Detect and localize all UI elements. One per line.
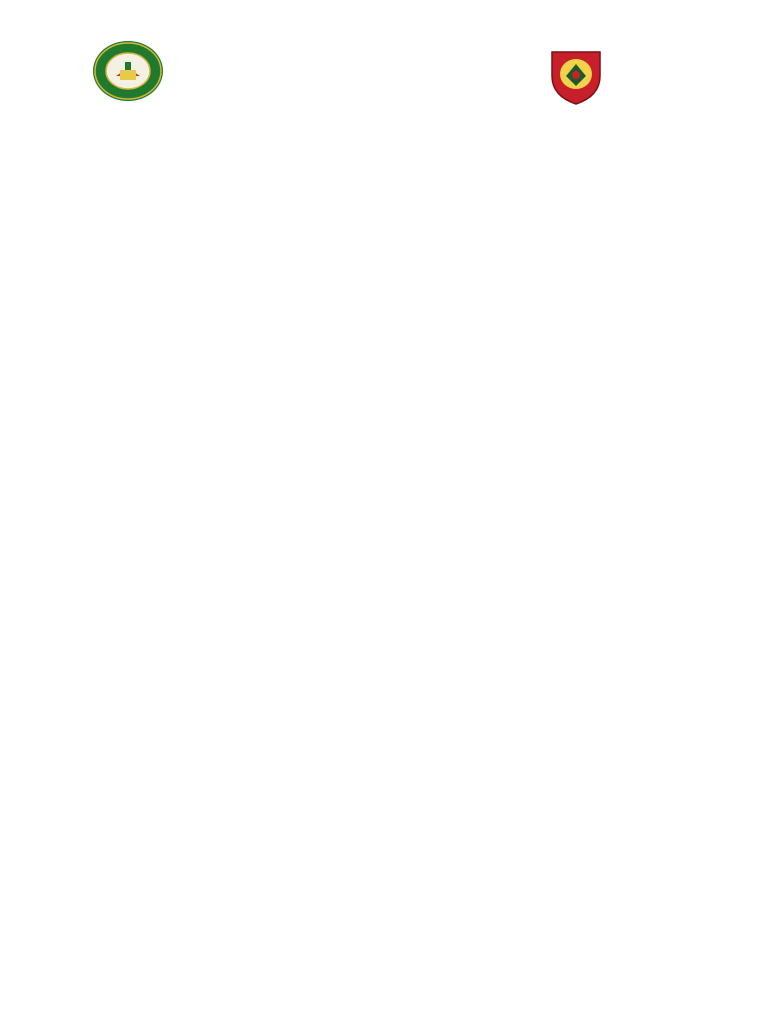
option-a[interactable] — [90, 847, 728, 860]
option-a[interactable] — [90, 926, 728, 939]
option-c[interactable] — [90, 795, 728, 808]
option-d[interactable] — [90, 887, 728, 900]
criminology-shield-icon — [546, 46, 606, 106]
college-seal-icon — [92, 40, 164, 102]
question-13 — [68, 926, 728, 939]
option-d[interactable] — [90, 808, 728, 821]
question-options — [90, 768, 728, 822]
option-a[interactable] — [90, 768, 728, 781]
option-c[interactable] — [90, 874, 728, 887]
question-11 — [68, 768, 728, 822]
question-options — [90, 847, 728, 901]
question-12 — [68, 847, 728, 901]
option-a[interactable] — [112, 728, 136, 741]
question-options — [112, 728, 728, 742]
option-b[interactable] — [90, 781, 728, 794]
question-options — [90, 926, 728, 939]
option-b[interactable] — [90, 860, 728, 873]
question-10 — [68, 728, 728, 742]
